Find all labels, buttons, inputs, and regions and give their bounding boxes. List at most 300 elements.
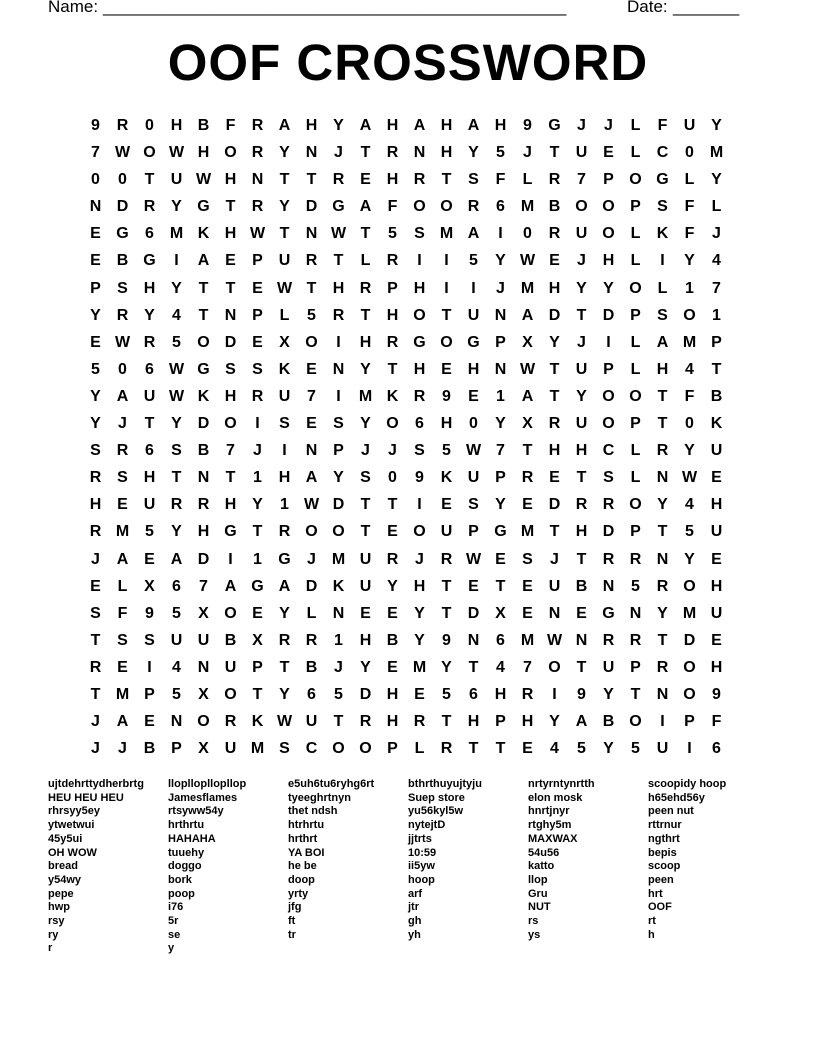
grid-cell: E (144, 550, 155, 568)
grid-cell: W (114, 144, 131, 162)
grid-cell: I (444, 252, 449, 270)
grid-cell: E (549, 469, 560, 487)
grid-cell: T (360, 225, 371, 243)
grid-cell: 4 (712, 252, 721, 270)
grid-cell: L (684, 171, 695, 189)
word-item: peen nut (648, 805, 694, 818)
grid-cell: Y (171, 523, 182, 541)
grid-cell: H (224, 171, 237, 189)
grid-cell: E (576, 604, 587, 622)
word-item: elon mosk (528, 791, 583, 804)
grid-cell: A (170, 550, 183, 568)
grid-cell: W (303, 496, 320, 514)
grid-cell: U (467, 469, 480, 487)
grid-cell: L (630, 225, 641, 243)
grid-cell: 0 (91, 171, 100, 189)
grid-cell: T (657, 523, 668, 541)
grid-cell: U (575, 225, 588, 243)
grid-cell: B (224, 631, 237, 649)
grid-cell: Y (144, 306, 155, 324)
grid-cell: 9 (442, 631, 451, 649)
grid-cell: M (520, 198, 535, 216)
grid-cell: M (520, 523, 535, 541)
grid-cell: A (467, 117, 480, 134)
grid-cell: J (91, 550, 100, 568)
word-column (48, 778, 168, 956)
word-item: 5r (168, 915, 179, 928)
grid-cell: 5 (685, 523, 694, 541)
grid-cell: 6 (496, 631, 505, 649)
grid-cell: H (305, 117, 318, 134)
grid-cell: T (576, 658, 587, 676)
grid-cell: T (198, 279, 209, 297)
grid-cell: R (413, 171, 426, 189)
grid-cell: N (305, 442, 318, 460)
grid-cell: I (417, 496, 422, 514)
grid-cell: 5 (631, 577, 640, 595)
grid-cell: P (252, 658, 263, 676)
word-item: hwp (48, 901, 70, 914)
grid-cell: Y (495, 496, 506, 514)
grid-cell: N (251, 171, 264, 189)
grid-cell: 0 (118, 360, 127, 378)
grid-cell: S (144, 631, 155, 649)
grid-cell: L (630, 333, 641, 351)
word-item: hoop (408, 873, 435, 886)
grid-cell: H (656, 360, 669, 378)
grid-cell: 7 (91, 144, 100, 162)
grid-cell: R (332, 306, 345, 324)
grid-cell: S (117, 279, 128, 297)
grid-cell: M (520, 279, 535, 297)
grid-cell: P (630, 523, 641, 541)
grid-cell: S (117, 631, 128, 649)
grid-cell: 5 (631, 740, 640, 758)
word-item: ys (528, 928, 541, 941)
grid-cell: S (522, 550, 533, 568)
grid-cell: S (468, 171, 479, 189)
grid-cell: R (305, 252, 318, 270)
grid-cell: D (602, 523, 615, 541)
grid-cell: 7 (226, 442, 235, 460)
grid-cell: D (197, 415, 210, 433)
grid-cell: 5 (172, 685, 181, 703)
grid-cell: M (682, 333, 697, 351)
word-item: jfg (288, 901, 302, 914)
grid-cell: N (494, 360, 507, 378)
letter-grid (82, 112, 730, 762)
grid-cell: J (91, 713, 100, 731)
grid-cell: J (415, 550, 424, 568)
grid-cell: B (602, 713, 615, 731)
grid-cell: R (629, 550, 642, 568)
grid-cell: R (143, 198, 156, 216)
grid-cell: E (252, 279, 263, 297)
grid-cell: U (710, 523, 723, 541)
grid-cell: N (656, 469, 669, 487)
word-item: ft (288, 915, 296, 928)
grid-cell: X (144, 577, 155, 595)
word-item: se (168, 928, 181, 941)
grid-cell: W (114, 333, 131, 351)
grid-cell: D (116, 198, 129, 216)
grid-cell: E (549, 252, 560, 270)
grid-cell: S (333, 415, 344, 433)
word-item: r (48, 942, 53, 955)
grid-cell: 1 (712, 306, 721, 324)
grid-cell: Y (171, 198, 182, 216)
grid-cell: R (386, 550, 399, 568)
grid-cell: W (546, 631, 563, 649)
grid-cell: P (252, 252, 263, 270)
grid-cell: E (225, 252, 236, 270)
grid-cell: O (602, 387, 615, 405)
grid-cell: T (333, 713, 344, 731)
grid-cell: R (116, 306, 129, 324)
grid-cell: R (467, 198, 480, 216)
grid-cell: J (388, 442, 397, 460)
grid-cell: D (305, 198, 318, 216)
grid-cell: L (630, 360, 641, 378)
grid-cell: 5 (145, 523, 154, 541)
grid-cell: H (332, 279, 345, 297)
grid-cell: J (307, 550, 316, 568)
grid-cell: B (197, 117, 210, 134)
grid-cell: T (279, 658, 290, 676)
grid-cell: K (386, 387, 399, 405)
grid-cell: A (197, 252, 210, 270)
grid-cell: R (656, 442, 669, 460)
grid-cell: I (255, 415, 260, 433)
word-column (528, 778, 648, 942)
grid-cell: O (305, 333, 318, 351)
grid-cell: M (358, 387, 373, 405)
grid-cell: J (118, 740, 127, 758)
grid-cell: P (252, 306, 263, 324)
grid-cell: T (198, 306, 209, 324)
grid-cell: T (711, 360, 722, 378)
grid-cell: Y (711, 117, 722, 134)
grid-cell: A (359, 198, 372, 216)
grid-cell: L (117, 577, 128, 595)
grid-cell: 5 (442, 442, 451, 460)
grid-cell: H (143, 469, 156, 487)
grid-cell: M (709, 144, 724, 162)
grid-cell: A (278, 577, 291, 595)
grid-cell: J (334, 658, 343, 676)
grid-cell: R (602, 631, 615, 649)
word-item: OOF (648, 901, 672, 914)
grid-cell: N (602, 577, 615, 595)
grid-cell: S (468, 496, 479, 514)
grid-cell: G (143, 252, 156, 270)
word-item: thet ndsh (288, 805, 338, 818)
grid-cell: P (630, 198, 641, 216)
grid-cell: H (494, 685, 507, 703)
grid-cell: M (682, 604, 697, 622)
grid-cell: T (522, 442, 533, 460)
word-item: poop (168, 887, 195, 900)
grid-cell: B (116, 252, 129, 270)
grid-cell: Y (711, 171, 722, 189)
grid-cell: I (687, 740, 692, 758)
grid-cell: 0 (388, 469, 397, 487)
grid-cell: P (171, 740, 182, 758)
word-item: arf (408, 887, 423, 900)
grid-cell: R (548, 415, 561, 433)
grid-cell: I (174, 252, 179, 270)
grid-cell: W (519, 360, 536, 378)
grid-cell: I (228, 550, 233, 568)
grid-cell: R (629, 631, 642, 649)
grid-cell: N (413, 144, 426, 162)
word-item: rsy (48, 915, 65, 928)
grid-cell: O (602, 198, 615, 216)
word-item: OH WOW (48, 846, 97, 859)
grid-cell: Y (90, 415, 101, 433)
grid-cell: Y (360, 658, 371, 676)
grid-cell: E (90, 333, 101, 351)
grid-cell: P (495, 713, 506, 731)
grid-cell: 4 (550, 740, 559, 758)
grid-cell: T (549, 523, 560, 541)
grid-cell: 6 (145, 360, 154, 378)
grid-cell: I (498, 225, 503, 243)
grid-cell: O (602, 225, 615, 243)
word-item: h65ehd56y (648, 791, 705, 804)
grid-cell: R (251, 117, 264, 134)
grid-cell: A (521, 306, 534, 324)
word-item: htrhrtu (288, 819, 325, 832)
word-item: tuuehy (168, 846, 205, 859)
grid-cell: Y (657, 496, 668, 514)
grid-cell: 6 (145, 442, 154, 460)
grid-cell: R (116, 442, 129, 460)
grid-cell: M (412, 658, 427, 676)
grid-cell: M (115, 685, 130, 703)
grid-cell: J (604, 117, 613, 134)
grid-cell: F (225, 117, 236, 134)
grid-cell: U (575, 360, 588, 378)
word-item: HAHAHA (168, 832, 216, 845)
grid-cell: L (630, 252, 641, 270)
grid-cell: H (440, 117, 453, 134)
grid-cell: M (250, 740, 265, 758)
grid-cell: R (440, 550, 453, 568)
grid-cell: H (224, 225, 237, 243)
grid-cell: U (197, 631, 210, 649)
word-item: bthrthuyujtyju (408, 778, 482, 790)
grid-cell: R (251, 198, 264, 216)
grid-cell: P (630, 658, 641, 676)
grid-cell: H (467, 713, 480, 731)
word-item: katto (528, 860, 555, 873)
grid-cell: W (330, 225, 347, 243)
grid-cell: I (660, 252, 665, 270)
grid-cell: Y (252, 496, 263, 514)
grid-cell: H (386, 713, 399, 731)
grid-cell: 9 (442, 387, 451, 405)
grid-cell: U (305, 713, 318, 731)
grid-cell: W (249, 225, 266, 243)
grid-cell: N (197, 658, 210, 676)
grid-cell: T (468, 658, 479, 676)
grid-cell: B (305, 658, 318, 676)
grid-cell: R (89, 658, 102, 676)
grid-cell: T (333, 252, 344, 270)
grid-cell: T (576, 306, 587, 324)
grid-cell: T (495, 740, 506, 758)
grid-cell: R (89, 469, 102, 487)
grid-cell: H (521, 713, 534, 731)
grid-cell: T (90, 685, 101, 703)
word-item: tyeeghrtnyn (288, 791, 351, 804)
word-item: jtr (408, 901, 419, 914)
grid-cell: O (683, 658, 696, 676)
grid-cell: T (90, 631, 101, 649)
word-item: rtsyww54y (168, 805, 224, 818)
grid-cell: A (656, 333, 669, 351)
grid-cell: Y (387, 577, 398, 595)
grid-cell: S (279, 740, 290, 758)
word-item: e5uh6tu6ryhg6rt (288, 778, 375, 790)
grid-cell: C (305, 740, 318, 758)
grid-cell: 0 (685, 415, 694, 433)
grid-cell: 4 (496, 658, 505, 676)
grid-cell: U (656, 740, 669, 758)
word-item: yu56kyl5w (408, 805, 464, 818)
grid-cell: Y (576, 387, 587, 405)
grid-cell: U (278, 252, 291, 270)
word-item: HEU HEU HEU (48, 791, 124, 804)
word-item: nytejtD (408, 819, 446, 832)
grid-cell: 9 (523, 117, 532, 134)
word-item: ytwetwui (48, 819, 95, 832)
grid-cell: Y (495, 415, 506, 433)
date-label: Date: (627, 0, 668, 16)
grid-cell: Y (576, 279, 587, 297)
grid-cell: E (387, 658, 398, 676)
grid-cell: P (387, 740, 398, 758)
grid-cell: U (143, 387, 156, 405)
grid-cell: S (171, 442, 182, 460)
grid-cell: D (602, 306, 615, 324)
word-item: rt (648, 915, 656, 928)
grid-cell: 0 (469, 415, 478, 433)
grid-cell: T (306, 279, 317, 297)
grid-cell: U (359, 577, 372, 595)
grid-cell: K (710, 415, 723, 433)
grid-cell: N (332, 360, 345, 378)
grid-cell: R (386, 333, 399, 351)
grid-cell: 7 (496, 442, 505, 460)
grid-cell: T (225, 198, 236, 216)
grid-cell: T (576, 469, 587, 487)
grid-cell: D (548, 496, 561, 514)
grid-cell: T (306, 171, 317, 189)
grid-cell: N (305, 225, 318, 243)
grid-cell: T (360, 496, 371, 514)
grid-cell: E (387, 523, 398, 541)
grid-cell: O (548, 658, 561, 676)
grid-cell: H (575, 523, 588, 541)
word-item: 54u56 (528, 846, 560, 859)
word-item: yrty (288, 887, 309, 900)
grid-cell: L (360, 252, 371, 270)
grid-cell: I (660, 713, 665, 731)
grid-cell: 6 (469, 685, 478, 703)
grid-cell: R (332, 171, 345, 189)
grid-cell: 6 (496, 198, 505, 216)
grid-cell: O (332, 740, 345, 758)
word-item: gh (408, 915, 422, 928)
grid-cell: H (575, 442, 588, 460)
grid-cell: Y (414, 604, 425, 622)
grid-cell: B (575, 577, 588, 595)
grid-cell: K (440, 469, 453, 487)
grid-cell: H (710, 658, 723, 676)
date-field: _______ (673, 0, 740, 16)
grid-cell: P (495, 469, 506, 487)
word-column (408, 778, 528, 942)
grid-cell: W (519, 252, 536, 270)
word-item: tr (288, 928, 296, 941)
word-item: YA BOI (288, 846, 325, 859)
grid-cell: E (711, 469, 722, 487)
grid-cell: H (548, 279, 561, 297)
grid-cell: G (197, 360, 210, 378)
grid-cell: A (305, 469, 318, 487)
grid-cell: T (441, 713, 452, 731)
grid-cell: 1 (253, 550, 262, 568)
grid-cell: Y (90, 387, 101, 405)
grid-cell: H (467, 360, 480, 378)
grid-cell: J (334, 144, 343, 162)
grid-cell: G (548, 117, 561, 134)
grid-cell: T (468, 740, 479, 758)
grid-cell: S (657, 198, 668, 216)
grid-cell: T (576, 550, 587, 568)
grid-cell: R (656, 577, 669, 595)
grid-cell: O (440, 333, 453, 351)
grid-cell: U (548, 577, 561, 595)
grid-cell: D (359, 685, 372, 703)
grid-cell: 7 (307, 387, 316, 405)
grid-cell: K (278, 360, 291, 378)
grid-cell: U (575, 144, 588, 162)
grid-cell: T (225, 279, 236, 297)
word-item: llopllopllopllop (168, 778, 247, 790)
grid-cell: R (440, 740, 453, 758)
word-item: hrt (648, 887, 663, 900)
grid-cell: J (361, 442, 370, 460)
grid-cell: K (251, 713, 264, 731)
grid-cell: Y (171, 415, 182, 433)
grid-cell: W (168, 360, 185, 378)
grid-cell: A (575, 713, 588, 731)
grid-cell: E (522, 604, 533, 622)
grid-cell: 5 (577, 740, 586, 758)
grid-cell: O (629, 713, 642, 731)
grid-cell: H (710, 577, 723, 595)
grid-cell: H (386, 685, 399, 703)
grid-cell: H (278, 469, 291, 487)
grid-cell: R (521, 685, 534, 703)
grid-cell: Y (603, 740, 614, 758)
word-item: rtghy5m (528, 819, 572, 832)
grid-cell: F (117, 604, 128, 622)
grid-cell: R (548, 225, 561, 243)
